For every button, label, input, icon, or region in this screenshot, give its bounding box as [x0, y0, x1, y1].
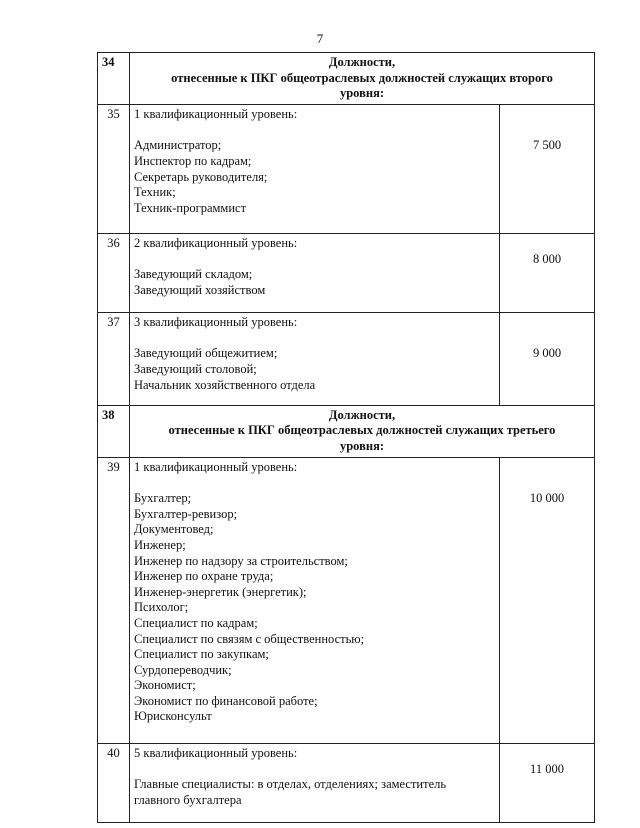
table-row [98, 312, 595, 405]
section-title [130, 405, 595, 457]
positions-cell [130, 233, 500, 312]
section-number: 34 [98, 53, 130, 105]
section-title-line: уровня: [339, 438, 385, 453]
qualification-level: 2 квалификационный уровень: [134, 235, 298, 250]
position-name: Начальник хозяйственного отдела [134, 377, 316, 392]
position-name: Инженер-энергетик (энергетик); [134, 584, 307, 599]
section-header-row [98, 405, 595, 457]
position-name: Инженер; [134, 537, 186, 552]
qualification-level: 1 квалификационный уровень: [134, 459, 298, 474]
section-title-line: Должности, [328, 407, 396, 422]
position-name: Экономист; [134, 678, 196, 693]
row-number: 37 [98, 312, 130, 405]
salary-table [97, 52, 595, 823]
position-name: Секретарь руководителя; [134, 169, 268, 184]
salary-value: 11 000 [500, 743, 595, 822]
position-name: главного бухгалтера [134, 792, 242, 807]
position-name: Техник-программист [134, 200, 247, 215]
position-name: Инженер по охране труда; [134, 569, 274, 584]
positions-cell [130, 104, 500, 233]
position-name: Психолог; [134, 600, 189, 615]
position-name: Бухгалтер-ревизор; [134, 506, 238, 521]
position-name: Юрисконсульт [134, 709, 212, 724]
section-title-line: Должности, [328, 55, 396, 69]
position-name: Техник; [134, 185, 176, 200]
page-number: 7 [316, 31, 324, 46]
position-name: Заведующий складом; [134, 267, 253, 282]
table-row [98, 743, 595, 822]
position-name: Специалист по закупкам; [134, 647, 269, 662]
positions-cell [130, 743, 500, 822]
section-title-line: отнесенные к ПКГ общеотраслевых должностей служащих третьего [168, 423, 556, 438]
qualification-level: 3 квалификационный уровень: [134, 314, 298, 329]
salary-value: 9 000 [500, 312, 595, 405]
position-name: Бухгалтер; [134, 491, 192, 506]
salary-value: 7 500 [500, 104, 595, 233]
section-title-line: отнесенные к ПКГ общеотраслевых должностей служащих второго [171, 70, 553, 85]
table-row [98, 233, 595, 312]
row-number: 36 [98, 233, 130, 312]
position-name: Экономист по финансовой работе; [134, 693, 318, 708]
position-name: Заведующий общежитием; [134, 346, 278, 361]
position-name: Заведующий хозяйством [134, 282, 266, 297]
salary-value: 10 000 [500, 457, 595, 743]
position-name: Главные специалисты: в отделах, отделениях; заместитель [134, 777, 447, 792]
position-name: Администратор; [134, 138, 222, 153]
position-name: Сурдопереводчик; [134, 662, 232, 677]
row-number: 35 [98, 104, 130, 233]
position-name: Специалист по связям с общественностью; [134, 631, 365, 646]
section-title [130, 53, 595, 105]
position-name: Инженер по надзору за строительством; [134, 553, 348, 568]
positions-cell [130, 312, 500, 405]
position-name: Документовед; [134, 522, 214, 537]
position-name: Заведующий столовой; [134, 361, 257, 376]
position-name: Инспектор по кадрам; [134, 153, 252, 168]
row-number: 39 [98, 457, 130, 743]
section-number: 38 [98, 405, 130, 457]
table-row [98, 104, 595, 233]
salary-value: 8 000 [500, 233, 595, 312]
qualification-level: 5 квалификационный уровень: [134, 745, 298, 760]
row-number: 40 [98, 743, 130, 822]
section-title-line: уровня: [339, 86, 385, 101]
section-header-row [98, 53, 595, 105]
positions-cell [130, 457, 500, 743]
qualification-level: 1 квалификационный уровень: [134, 106, 298, 121]
table-row [98, 457, 595, 743]
position-name: Специалист по кадрам; [134, 615, 258, 630]
